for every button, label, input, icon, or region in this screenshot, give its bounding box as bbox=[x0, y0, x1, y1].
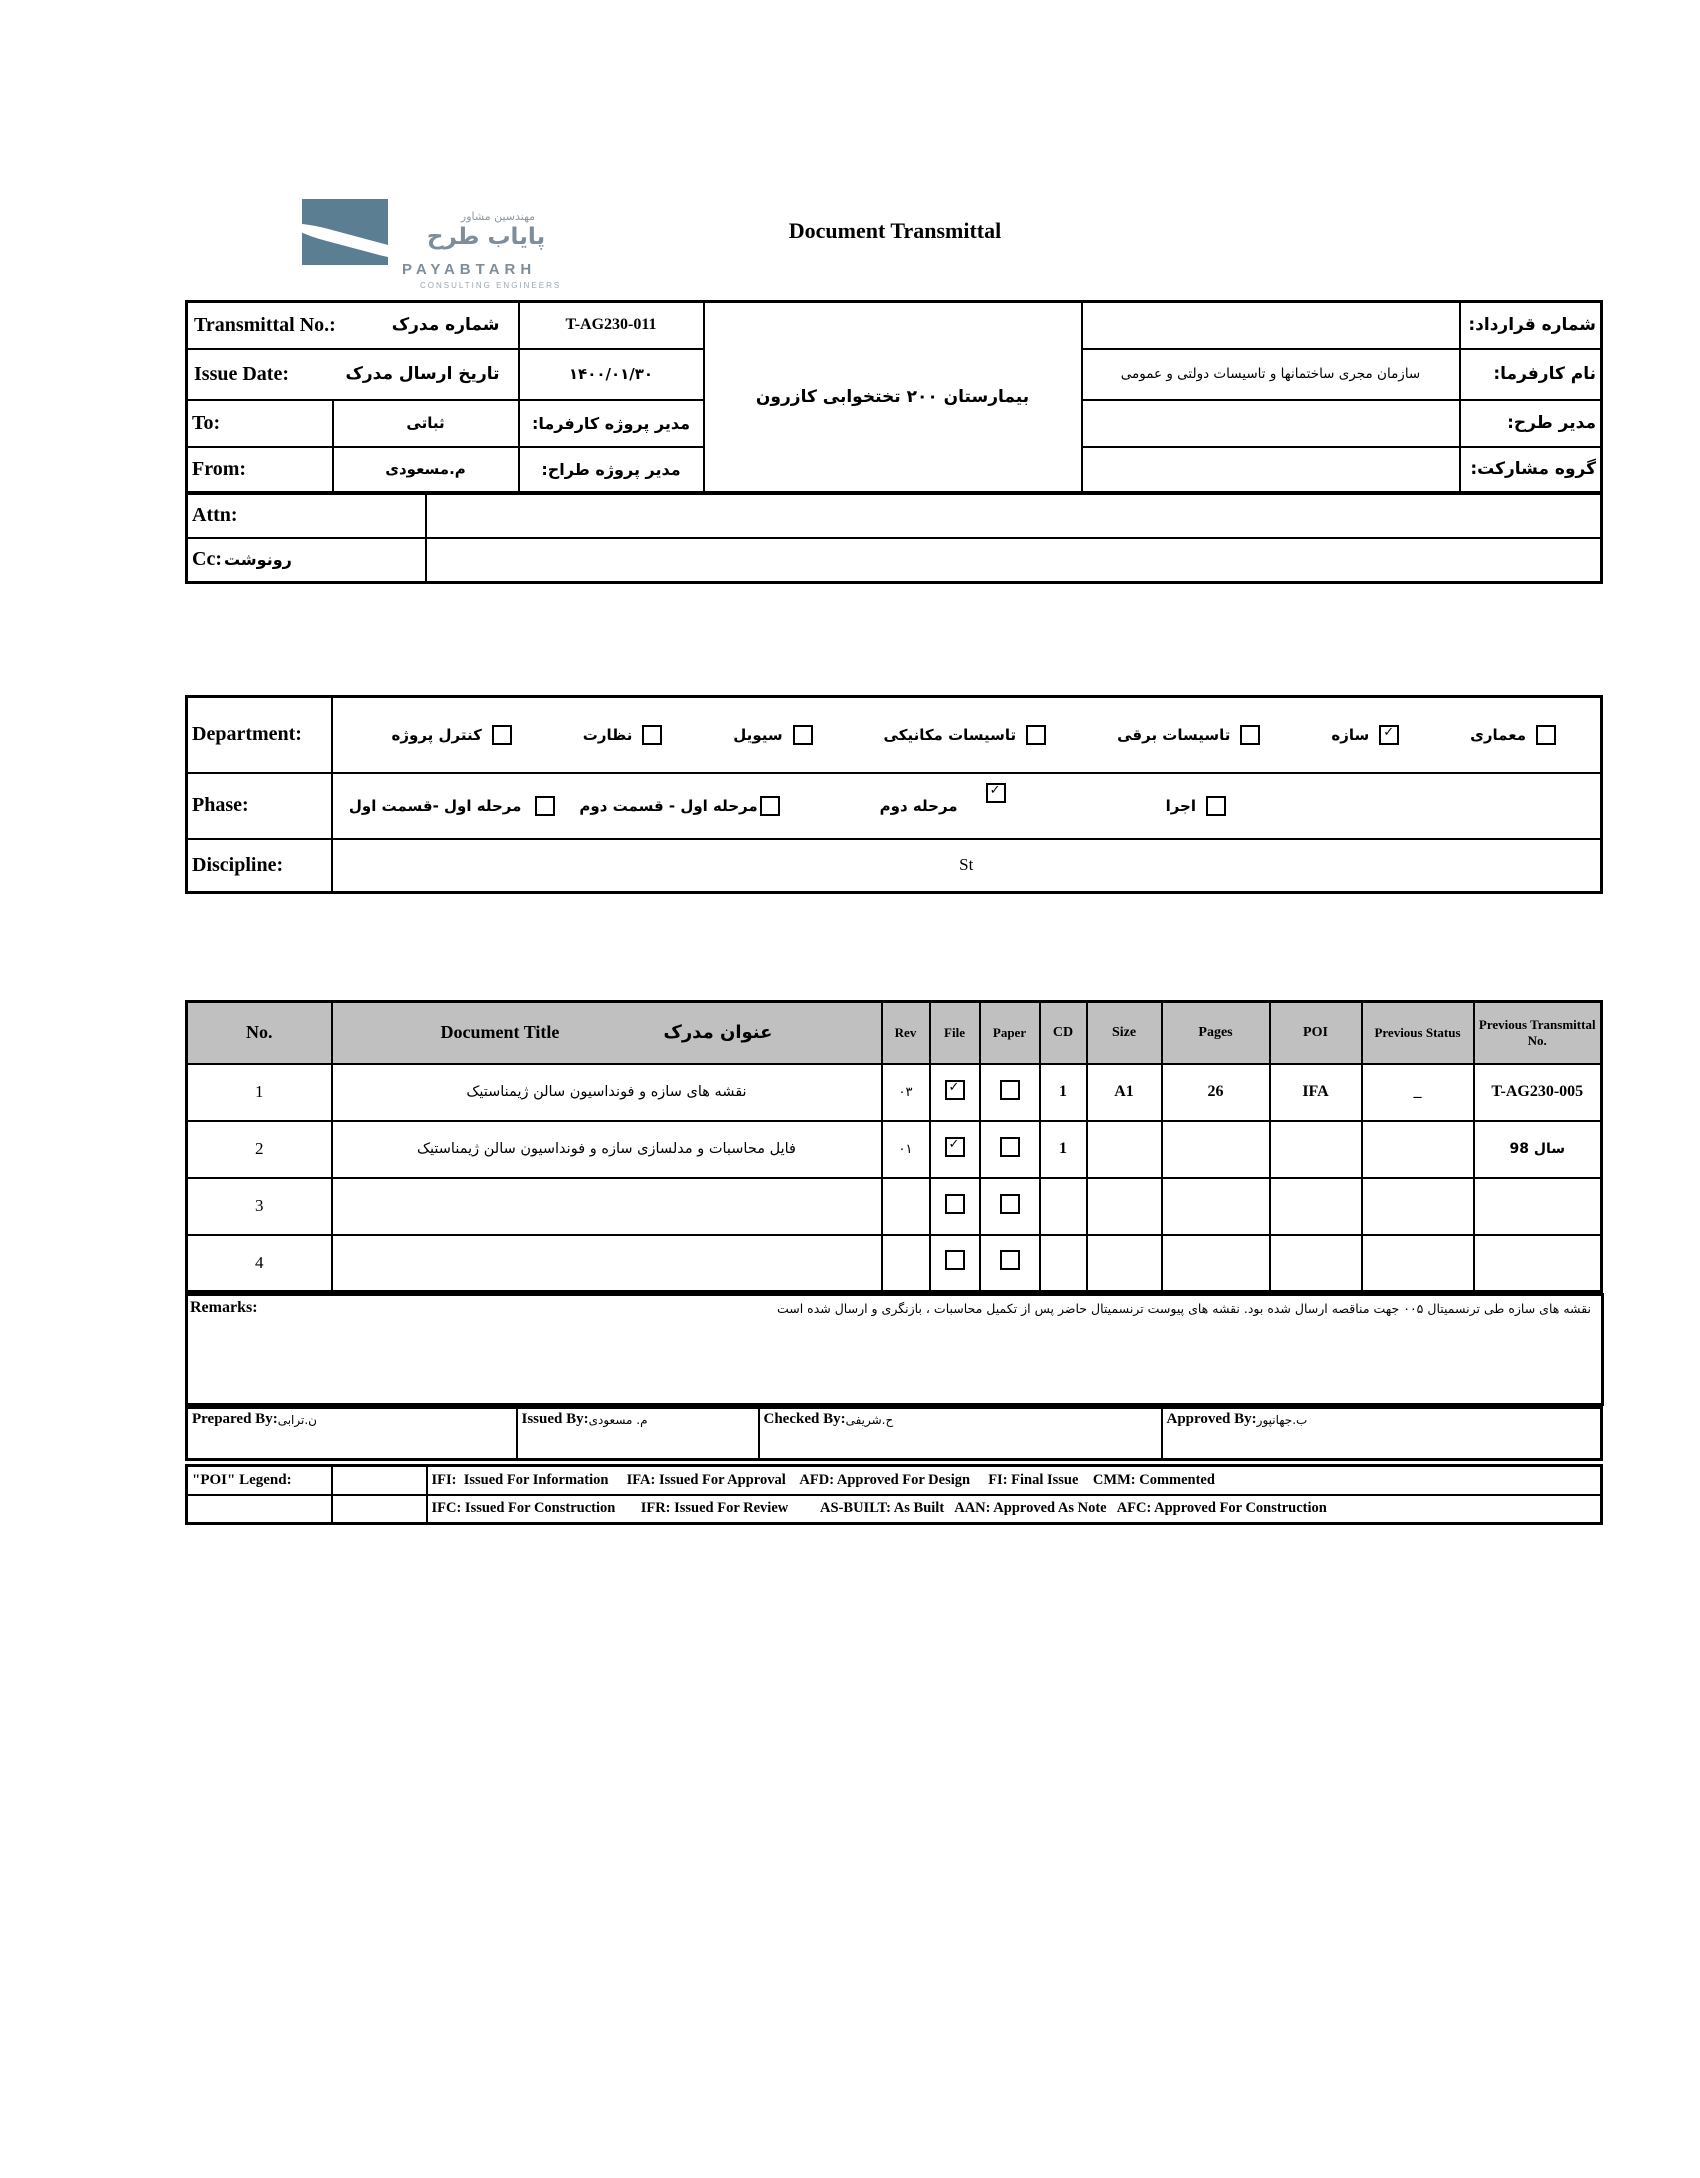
row3-pages[interactable] bbox=[1162, 1178, 1270, 1235]
poi-legend-label: "POI" Legend: bbox=[187, 1466, 332, 1495]
row4-paper-cell bbox=[980, 1235, 1040, 1292]
cc-label-cell bbox=[187, 538, 426, 583]
poi-legend-table bbox=[185, 1464, 1603, 1525]
col-header-rev: Rev bbox=[882, 1002, 930, 1064]
table-row bbox=[187, 1121, 1602, 1178]
issue-date-value: ۱۴۰۰/۰۱/۳۰ bbox=[519, 349, 704, 400]
approved-by-label: Approved By: bbox=[1166, 1411, 1257, 1427]
table-row bbox=[187, 1064, 1602, 1121]
row1-size: A1 bbox=[1087, 1064, 1162, 1121]
col-header-paper: Paper bbox=[980, 1002, 1040, 1064]
attn-field[interactable] bbox=[426, 494, 1602, 538]
row1-prev-transmittal: T-AG230-005 bbox=[1474, 1064, 1602, 1121]
row2-file-checkbox[interactable] bbox=[945, 1137, 965, 1157]
partnership-group-label: گروه مشارکت: bbox=[1460, 447, 1602, 493]
phase-option-phase1-part1: مرحله اول -قسمت اول bbox=[349, 796, 556, 816]
department-option-electrical: تاسیسات برقی bbox=[1117, 725, 1260, 745]
row2-prev-transmittal: سال 98 bbox=[1474, 1121, 1602, 1178]
cc-label-fa: رونوشت bbox=[223, 550, 292, 570]
remarks-box bbox=[185, 1293, 1604, 1406]
row3-no: 3 bbox=[187, 1178, 332, 1235]
table-row bbox=[187, 1178, 1602, 1235]
classification-table bbox=[185, 695, 1603, 894]
row3-prev-transmittal[interactable] bbox=[1474, 1178, 1602, 1235]
from-label: From: bbox=[187, 447, 333, 493]
row1-title: نقشه های سازه و فونداسیون سالن ژیمناستیک bbox=[332, 1064, 882, 1121]
phase-options-cell bbox=[332, 773, 1602, 839]
row2-paper-checkbox[interactable] bbox=[1000, 1137, 1020, 1157]
page-title: Document Transmittal bbox=[788, 218, 1002, 243]
row1-no: 1 bbox=[187, 1064, 332, 1121]
row4-cd[interactable] bbox=[1040, 1235, 1087, 1292]
transmittal-no-value: T-AG230-011 bbox=[519, 302, 704, 349]
department-option-project-control: کنترل پروژه bbox=[392, 725, 512, 745]
logo-en-subtitle: CONSULTING ENGINEERS bbox=[420, 281, 562, 290]
checked-by-label: Checked By: bbox=[763, 1411, 846, 1427]
attn-cc-table bbox=[185, 492, 1603, 584]
signatures-table bbox=[185, 1406, 1603, 1461]
col-header-file: File bbox=[930, 1002, 980, 1064]
col-header-cd: CD bbox=[1040, 1002, 1087, 1064]
checked-by-name: ح.شریفی bbox=[845, 1413, 894, 1427]
col-header-size: Size bbox=[1087, 1002, 1162, 1064]
row4-size[interactable] bbox=[1087, 1235, 1162, 1292]
execution-checkbox[interactable] bbox=[1206, 796, 1226, 816]
contract-no-field[interactable] bbox=[1082, 302, 1460, 349]
to-role-label: مدیر پروژه کارفرما: bbox=[519, 400, 704, 447]
row2-pages bbox=[1162, 1121, 1270, 1178]
remarks-label: Remarks: bbox=[190, 1299, 258, 1316]
department-option-civil: سیویل bbox=[733, 725, 812, 745]
prepared-by-label: Prepared By: bbox=[192, 1411, 278, 1427]
col-header-prev-status: Previous Status bbox=[1362, 1002, 1474, 1064]
department-label: Department: bbox=[187, 697, 332, 773]
department-option-structure: ✓ سازه bbox=[1331, 725, 1399, 745]
discipline-value[interactable]: St bbox=[332, 839, 1602, 893]
transmittal-no-label-fa: شماره مدرک bbox=[391, 315, 500, 336]
to-value[interactable]: ثباتی bbox=[333, 400, 519, 447]
logo-fa-tagline: مهندسین مشاور bbox=[460, 210, 536, 223]
checked-by-cell bbox=[759, 1408, 1162, 1460]
poi-legend-spacer2 bbox=[332, 1495, 427, 1524]
col-header-title-fa: عنوان مدرک bbox=[663, 1022, 773, 1044]
poi-legend-line2: IFC: Issued For Construction IFR: Issued For Review AS-BUILT: As Built AAN: Approved As Note AFC: Approved For Construction bbox=[427, 1495, 1602, 1524]
phase-label: Phase: bbox=[187, 773, 332, 839]
row1-pages: 26 bbox=[1162, 1064, 1270, 1121]
issued-by-label: Issued By: bbox=[521, 1411, 589, 1427]
row4-prev-transmittal[interactable] bbox=[1474, 1235, 1602, 1292]
row4-pages[interactable] bbox=[1162, 1235, 1270, 1292]
row2-size bbox=[1087, 1121, 1162, 1178]
row1-rev: ۰۳ bbox=[882, 1064, 930, 1121]
row3-rev[interactable] bbox=[882, 1178, 930, 1235]
mechanical-checkbox[interactable] bbox=[1026, 725, 1046, 745]
issue-date-label-en: Issue Date: bbox=[194, 362, 289, 385]
row1-file-checkbox[interactable] bbox=[945, 1080, 965, 1100]
department-option-mechanical: تاسیسات مکانیکی bbox=[884, 725, 1047, 745]
phase1-part2-checkbox[interactable] bbox=[760, 796, 780, 816]
contract-no-label: شماره قرارداد: bbox=[1460, 302, 1602, 349]
structure-checkbox[interactable] bbox=[1379, 725, 1399, 745]
client-name-label: نام کارفرما: bbox=[1460, 349, 1602, 400]
remarks-text: نقشه های سازه طی ترنسمیتال ۰۰۵ جهت مناقصه ارسال شده بود. نقشه های پیوست ترنسمیتال حاضر پس از تکمیل محاسبات ، بازنگری و ارسال شده است bbox=[776, 1301, 1591, 1316]
row4-file-checkbox[interactable] bbox=[945, 1250, 965, 1270]
architecture-checkbox[interactable] bbox=[1536, 725, 1556, 745]
partnership-group-field[interactable] bbox=[1082, 447, 1460, 493]
cc-field[interactable] bbox=[426, 538, 1602, 583]
department-option-supervision: نظارت bbox=[583, 725, 663, 745]
issued-by-name: م. مسعودی bbox=[588, 1413, 648, 1427]
row4-paper-checkbox[interactable] bbox=[1000, 1250, 1020, 1270]
col-header-prev-transmittal: Previous Transmittal No. bbox=[1474, 1002, 1602, 1064]
civil-checkbox[interactable] bbox=[793, 725, 813, 745]
prepared-by-cell bbox=[187, 1408, 517, 1460]
issue-date-label-cell bbox=[187, 349, 519, 400]
row4-title[interactable] bbox=[332, 1235, 882, 1292]
row2-rev: ۰۱ bbox=[882, 1121, 930, 1178]
col-header-no: No. bbox=[187, 1002, 332, 1064]
col-header-title-en: Document Title bbox=[440, 1022, 560, 1043]
cc-label-en: Cc: bbox=[192, 548, 222, 571]
row3-cd[interactable] bbox=[1040, 1178, 1087, 1235]
phase1-part1-checkbox[interactable] bbox=[535, 796, 555, 816]
plan-manager-label: مدیر طرح: bbox=[1460, 400, 1602, 447]
phase-option-phase1-part2: مرحله اول - قسمت دوم bbox=[579, 796, 779, 816]
logo-fa-name: پایاب طرح bbox=[426, 224, 546, 250]
supervision-checkbox[interactable] bbox=[642, 725, 662, 745]
row3-file-checkbox[interactable] bbox=[945, 1194, 965, 1214]
row2-poi bbox=[1270, 1121, 1362, 1178]
table-row bbox=[187, 1235, 1602, 1292]
row3-paper-cell bbox=[980, 1178, 1040, 1235]
phase2-checkbox[interactable] bbox=[986, 783, 1006, 803]
poi-legend-empty bbox=[187, 1495, 332, 1524]
row3-poi[interactable] bbox=[1270, 1178, 1362, 1235]
poi-legend-spacer1 bbox=[332, 1466, 427, 1495]
approved-by-cell bbox=[1162, 1408, 1602, 1460]
from-value[interactable]: م.مسعودی bbox=[333, 447, 519, 493]
client-name-value: سازمان مجری ساختمانها و تاسیسات دولتی و عمومی bbox=[1082, 349, 1460, 400]
col-header-pages: Pages bbox=[1162, 1002, 1270, 1064]
row3-file-cell bbox=[930, 1178, 980, 1235]
row3-size[interactable] bbox=[1087, 1178, 1162, 1235]
col-header-poi: POI bbox=[1270, 1002, 1362, 1064]
transmittal-info-table bbox=[185, 300, 1603, 494]
row3-title[interactable] bbox=[332, 1178, 882, 1235]
row1-paper-checkbox[interactable] bbox=[1000, 1080, 1020, 1100]
poi-legend-line1: IFI: Issued For Information IFA: Issued For Approval AFD: Approved For Design FI: Final Issue CMM: Commented bbox=[427, 1466, 1602, 1495]
row2-prev-status bbox=[1362, 1121, 1474, 1178]
row4-no: 4 bbox=[187, 1235, 332, 1292]
plan-manager-field[interactable] bbox=[1082, 400, 1460, 447]
row2-title: فایل محاسبات و مدلسازی سازه و فونداسیون سالن ژیمناستیک bbox=[332, 1121, 882, 1178]
phase-option-execution: اجرا bbox=[1166, 796, 1226, 816]
department-options-cell bbox=[332, 697, 1602, 773]
row1-cd: 1 bbox=[1040, 1064, 1087, 1121]
row2-paper-cell bbox=[980, 1121, 1040, 1178]
logo-en-name: PAYABTARH bbox=[402, 261, 537, 278]
project-name: بیمارستان ۲۰۰ تختخوابی کازرون bbox=[704, 302, 1082, 493]
row4-rev[interactable] bbox=[882, 1235, 930, 1292]
row3-prev-status[interactable] bbox=[1362, 1178, 1474, 1235]
department-option-architecture: معماری bbox=[1470, 725, 1556, 745]
document-list-table bbox=[185, 1000, 1603, 1293]
to-label: To: bbox=[187, 400, 333, 447]
prepared-by-name: ن.ترابی bbox=[277, 1413, 317, 1427]
row1-prev-status: _ bbox=[1362, 1064, 1474, 1121]
issued-by-cell bbox=[517, 1408, 759, 1460]
row1-poi: IFA bbox=[1270, 1064, 1362, 1121]
discipline-label: Discipline: bbox=[187, 839, 332, 893]
row2-file-cell bbox=[930, 1121, 980, 1178]
approved-by-name: ب.جهانپور bbox=[1256, 1413, 1308, 1427]
transmittal-no-label-cell bbox=[187, 302, 519, 349]
transmittal-no-label-en: Transmittal No.: bbox=[194, 313, 336, 336]
row1-file-cell bbox=[930, 1064, 980, 1121]
row2-cd: 1 bbox=[1040, 1121, 1087, 1178]
row3-paper-checkbox[interactable] bbox=[1000, 1194, 1020, 1214]
row4-file-cell bbox=[930, 1235, 980, 1292]
from-role-label: مدیر پروژه طراح: bbox=[519, 447, 704, 493]
row1-paper-cell bbox=[980, 1064, 1040, 1121]
attn-label: Attn: bbox=[187, 494, 426, 538]
issue-date-label-fa: تاریخ ارسال مدرک bbox=[345, 364, 500, 384]
row2-no: 2 bbox=[187, 1121, 332, 1178]
row4-poi[interactable] bbox=[1270, 1235, 1362, 1292]
project-control-checkbox[interactable] bbox=[492, 725, 512, 745]
electrical-checkbox[interactable] bbox=[1240, 725, 1260, 745]
row4-prev-status[interactable] bbox=[1362, 1235, 1474, 1292]
col-header-title bbox=[332, 1002, 882, 1064]
phase-option-phase2: ✓ مرحله دوم bbox=[880, 796, 1006, 816]
